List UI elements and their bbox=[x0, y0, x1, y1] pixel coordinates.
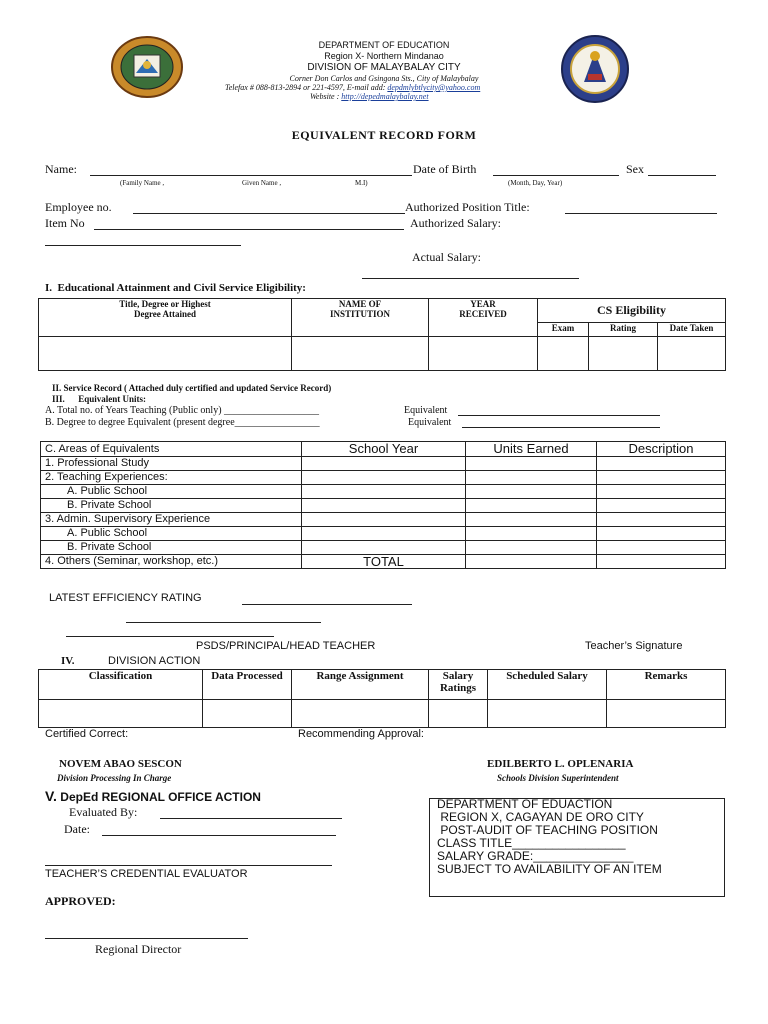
division-cell[interactable] bbox=[292, 700, 429, 728]
sex-line[interactable] bbox=[648, 175, 716, 176]
teacher-signature-label: Teacher’s Signature bbox=[585, 640, 683, 652]
col-remarks: Remarks bbox=[607, 670, 726, 700]
hint-dob: (Month, Day, Year) bbox=[508, 179, 563, 187]
efficiency-line[interactable] bbox=[242, 604, 412, 605]
col-institution bbox=[292, 299, 429, 337]
areas-row-label: 4. Others (Seminar, workshop, etc.) bbox=[41, 555, 302, 569]
areas-cell[interactable] bbox=[466, 471, 597, 485]
areas-cell[interactable] bbox=[466, 541, 597, 555]
areas-cell[interactable] bbox=[302, 485, 466, 499]
col-institution-2: INSTITUTION bbox=[329, 309, 391, 319]
certified-correct-label: Certified Correct: bbox=[45, 728, 129, 740]
section-5-title bbox=[45, 788, 261, 804]
position-title-label: Authorized Position Title: bbox=[405, 200, 530, 214]
employee-no-line[interactable] bbox=[133, 213, 405, 214]
section-1-roman: I. bbox=[45, 282, 53, 294]
col-title-degree-2: Degree Attained bbox=[133, 309, 197, 319]
approved-label: APPROVED: bbox=[45, 894, 116, 908]
hint-given-name: Given Name , bbox=[242, 179, 282, 187]
post-audit-text bbox=[437, 798, 662, 876]
equivalent-b-line[interactable] bbox=[462, 427, 660, 428]
dept-name: DEPARTMENT OF EDUCATION bbox=[318, 40, 450, 50]
areas-header-description: Description bbox=[597, 442, 726, 457]
col-year-1: YEAR bbox=[470, 299, 496, 309]
form-title: EQUIVALENT RECORD FORM bbox=[291, 128, 477, 142]
areas-row-label: A. Public School bbox=[41, 527, 302, 541]
division-cell[interactable] bbox=[203, 700, 292, 728]
telefax bbox=[225, 83, 480, 92]
equivalent-a-label: Equivalent bbox=[404, 405, 448, 416]
date-line[interactable] bbox=[102, 835, 336, 836]
division-action-table bbox=[38, 669, 726, 728]
areas-cell[interactable] bbox=[466, 527, 597, 541]
division-name: DIVISION OF MALAYBALAY CITY bbox=[307, 62, 461, 73]
processor-role: Division Processing In Charge bbox=[57, 773, 172, 783]
cell-institution[interactable] bbox=[292, 337, 429, 371]
areas-cell[interactable] bbox=[302, 471, 466, 485]
areas-row-label: 3. Admin. Supervisory Experience bbox=[41, 513, 302, 527]
item-no-label: Item No bbox=[45, 216, 85, 230]
areas-row-label: B. Private School bbox=[41, 499, 302, 513]
areas-cell[interactable] bbox=[466, 499, 597, 513]
section-4-title: DIVISION ACTION bbox=[108, 655, 201, 667]
website-line bbox=[310, 92, 429, 101]
cell-degree[interactable] bbox=[39, 337, 292, 371]
areas-cell[interactable] bbox=[302, 527, 466, 541]
units-line-b: B. Degree to degree Equivalent (present degree_________________ bbox=[45, 417, 320, 428]
areas-total-label: TOTAL bbox=[302, 555, 466, 569]
areas-cell[interactable] bbox=[597, 527, 726, 541]
sex-label: Sex bbox=[626, 162, 644, 176]
cell-year[interactable] bbox=[429, 337, 538, 371]
division-cell[interactable] bbox=[39, 700, 203, 728]
evaluator-label: TEACHER’S CREDENTIAL EVALUATOR bbox=[45, 868, 248, 880]
superintendent-role: Schools Division Superintendent bbox=[497, 773, 619, 783]
areas-total-cell[interactable] bbox=[597, 555, 726, 569]
areas-cell[interactable] bbox=[302, 541, 466, 555]
psds-label: PSDS/PRINCIPAL/HEAD TEACHER bbox=[196, 640, 376, 652]
section-5-roman: V. bbox=[45, 788, 57, 804]
email-link[interactable]: depdmlybtlycity@yahoo.com bbox=[387, 83, 481, 92]
areas-row-label: B. Private School bbox=[41, 541, 302, 555]
areas-cell[interactable] bbox=[466, 485, 597, 499]
areas-cell[interactable] bbox=[466, 457, 597, 471]
areas-cell[interactable] bbox=[302, 457, 466, 471]
authorized-salary-line[interactable] bbox=[45, 245, 241, 246]
areas-cell[interactable] bbox=[597, 457, 726, 471]
psds-signature-line[interactable] bbox=[66, 636, 274, 637]
position-title-line[interactable] bbox=[565, 213, 717, 214]
hint-family-name: (Family Name , bbox=[120, 179, 165, 187]
section-2-title: II. Service Record ( Attached duly certified and updated Service Record) bbox=[52, 383, 332, 393]
box-line: DEPARTMENT OF EDUACTION bbox=[437, 797, 613, 811]
box-line: REGION X, CAGAYAN DE ORO CITY bbox=[437, 810, 644, 824]
areas-cell[interactable] bbox=[466, 513, 597, 527]
areas-cell[interactable] bbox=[597, 499, 726, 513]
section-1-title bbox=[45, 282, 306, 294]
equivalent-a-line[interactable] bbox=[458, 415, 660, 416]
col-title-degree-1: Title, Degree or Highest bbox=[119, 299, 211, 309]
areas-row-label: 2. Teaching Experiences: bbox=[41, 471, 302, 485]
col-institution-1: NAME OF bbox=[338, 299, 382, 309]
col-classification: Classification bbox=[39, 670, 203, 700]
evaluated-by-line[interactable] bbox=[160, 818, 342, 819]
col-data-processed: Data Processed bbox=[203, 670, 292, 700]
section-5-label: DepEd REGIONAL OFFICE ACTION bbox=[60, 790, 261, 804]
box-line: SALARY GRADE:_______________ bbox=[437, 849, 634, 863]
box-line: POST-AUDIT OF TEACHING POSITION bbox=[437, 823, 658, 837]
box-line: SUBJECT TO AVAILABILITY OF AN ITEM bbox=[437, 862, 662, 876]
efficiency-label: LATEST EFFICIENCY RATING bbox=[49, 592, 202, 604]
areas-table bbox=[40, 441, 726, 569]
dob-label: Date of Birth bbox=[413, 162, 477, 176]
col-title-degree bbox=[39, 299, 292, 337]
superintendent-name: EDILBERTO L. OPLENARIA bbox=[487, 758, 634, 770]
evaluator-signature-line[interactable] bbox=[45, 865, 332, 866]
col-year-2: RECEIVED bbox=[459, 309, 507, 319]
date-label: Date: bbox=[64, 822, 90, 836]
website-label: Website : bbox=[310, 92, 340, 101]
division-cell[interactable] bbox=[429, 700, 488, 728]
region-name: Region X- Northern Mindanao bbox=[324, 51, 444, 61]
col-year bbox=[429, 299, 538, 337]
evaluated-by-label: Evaluated By: bbox=[69, 805, 138, 819]
col-date-taken: Date Taken bbox=[658, 323, 726, 337]
col-cs-eligibility: CS Eligibility bbox=[538, 299, 726, 323]
areas-cell[interactable] bbox=[597, 471, 726, 485]
areas-row-label: 1. Professional Study bbox=[41, 457, 302, 471]
areas-header-units: Units Earned bbox=[466, 442, 597, 457]
item-no-line[interactable] bbox=[94, 229, 404, 230]
processor-name: NOVEM ABAO SESCON bbox=[59, 758, 182, 770]
areas-cell[interactable] bbox=[597, 485, 726, 499]
hint-mi: M.I) bbox=[355, 179, 368, 187]
director-signature-line[interactable] bbox=[45, 938, 248, 939]
recommending-approval-label: Recommending Approval: bbox=[298, 728, 424, 740]
areas-header-area: C. Areas of Equivalents bbox=[41, 442, 302, 457]
areas-cell[interactable] bbox=[302, 513, 466, 527]
units-line-a: A. Total no. of Years Teaching (Public only) ___________________ bbox=[45, 405, 320, 416]
name-label: Name: bbox=[45, 162, 77, 176]
efficiency-line-2[interactable] bbox=[126, 622, 321, 623]
telefax-label: Telefax # 088-813-2894 or 221-4597, E-mail add: bbox=[225, 83, 386, 92]
equivalent-b-label: Equivalent bbox=[408, 417, 452, 428]
employee-no-label: Employee no. bbox=[45, 200, 112, 214]
division-cell[interactable] bbox=[607, 700, 726, 728]
section-3-roman: III. bbox=[52, 394, 65, 404]
areas-row-label: A. Public School bbox=[41, 485, 302, 499]
col-salary-ratings: Salary Ratings bbox=[429, 670, 488, 700]
section-3-label: Equivalent Units: bbox=[78, 394, 147, 404]
director-label: Regional Director bbox=[95, 942, 182, 956]
name-line[interactable] bbox=[90, 175, 412, 176]
cell-date-taken[interactable] bbox=[658, 337, 726, 371]
dob-line[interactable] bbox=[493, 175, 619, 176]
box-line: CLASS TITLE_________________ bbox=[437, 836, 626, 850]
col-rating: Rating bbox=[589, 323, 658, 337]
cell-exam[interactable] bbox=[538, 337, 589, 371]
division-cell[interactable] bbox=[488, 700, 607, 728]
col-range-assignment: Range Assignment bbox=[292, 670, 429, 700]
areas-header-school-year: School Year bbox=[302, 442, 466, 457]
col-exam: Exam bbox=[538, 323, 589, 337]
areas-cell[interactable] bbox=[597, 541, 726, 555]
areas-total-cell[interactable] bbox=[466, 555, 597, 569]
section-4-roman: IV. bbox=[61, 655, 75, 667]
actual-salary-line[interactable] bbox=[362, 278, 579, 279]
cell-rating[interactable] bbox=[589, 337, 658, 371]
website-link[interactable]: http://depedmalaybalay.net bbox=[341, 92, 429, 101]
authorized-salary-label: Authorized Salary: bbox=[410, 216, 501, 230]
col-scheduled-salary: Scheduled Salary bbox=[488, 670, 607, 700]
address: Corner Don Carlos and Gsingona Sts., City of Malaybalay bbox=[289, 74, 479, 83]
education-table bbox=[38, 298, 726, 371]
section-3-title bbox=[52, 394, 146, 404]
section-1-label: Educational Attainment and Civil Service Eligibility: bbox=[57, 282, 306, 294]
areas-cell[interactable] bbox=[302, 499, 466, 513]
actual-salary-label: Actual Salary: bbox=[412, 250, 481, 264]
areas-cell[interactable] bbox=[597, 513, 726, 527]
